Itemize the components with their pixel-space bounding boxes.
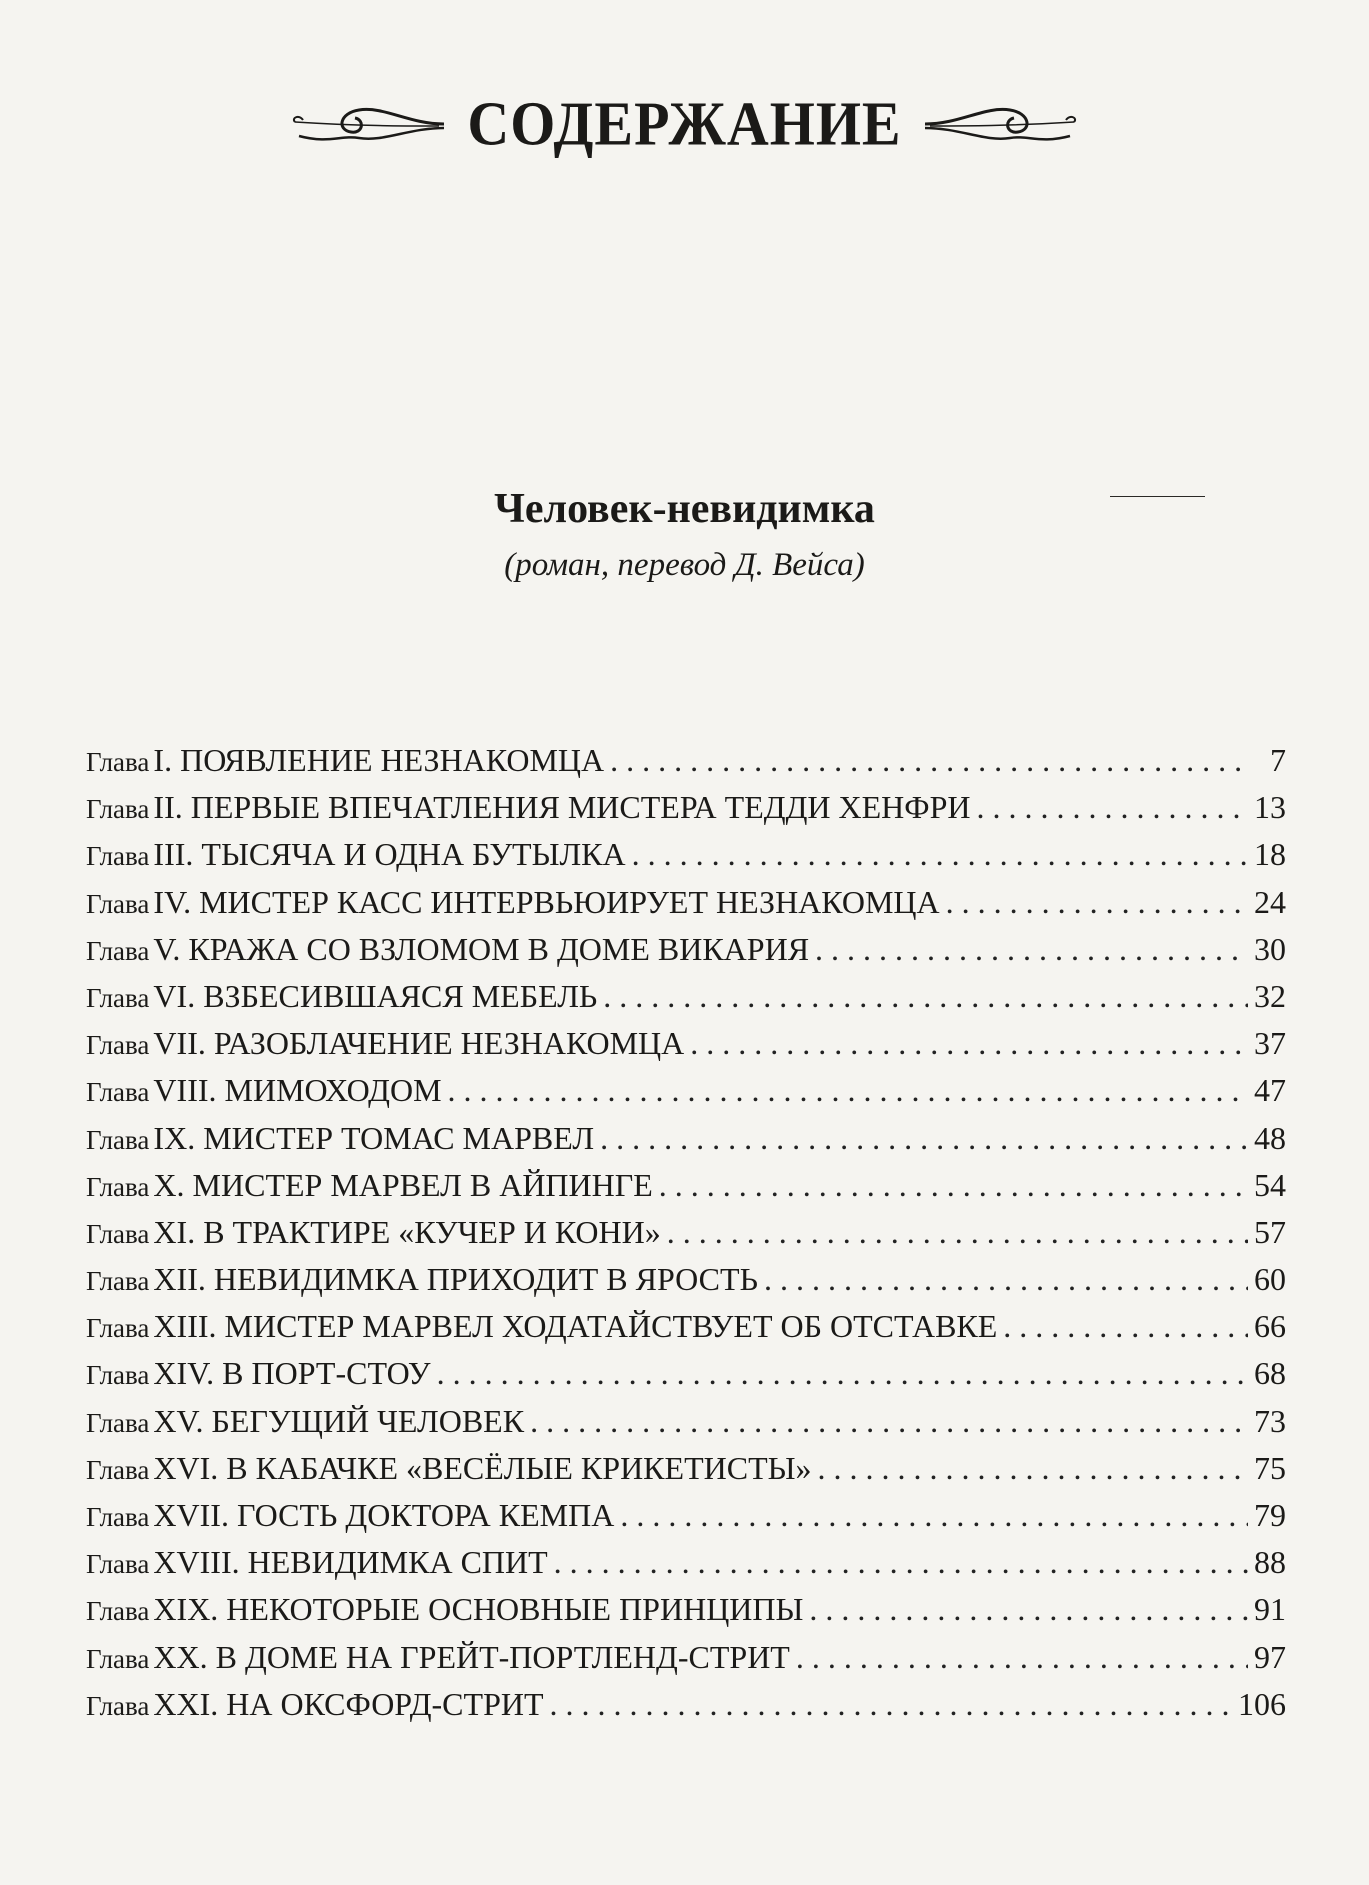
page-number: 13 [1254, 789, 1286, 826]
chapter-label: Глава [86, 1690, 150, 1721]
page-number: 73 [1254, 1402, 1286, 1439]
page-title: СОДЕРЖАНИЕ [467, 88, 902, 159]
dot-leader [667, 1209, 1248, 1256]
dot-leader [610, 737, 1250, 784]
chapter-label: Глава [86, 1313, 150, 1344]
chapter-title: XIV. В ПОРТ-СТОУ [153, 1355, 431, 1392]
chapter-title: XV. БЕГУЩИЙ ЧЕЛОВЕК [153, 1402, 525, 1439]
page-number: 57 [1254, 1213, 1286, 1250]
toc-entry [86, 1445, 1286, 1492]
dot-leader [448, 1067, 1248, 1114]
page-number: 88 [1254, 1544, 1286, 1581]
dot-leader [620, 1492, 1248, 1539]
chapter-title: XVIII. НЕВИДИМКА СПИТ [153, 1544, 548, 1581]
chapter-title: VII. РАЗОБЛАЧЕНИЕ НЕЗНАКОМЦА [153, 1025, 685, 1062]
dot-leader [815, 926, 1248, 973]
dot-leader [796, 1634, 1248, 1681]
chapter-title: I. ПОЯВЛЕНИЕ НЕЗНАКОМЦА [153, 742, 605, 778]
chapter-label: Глава [86, 1077, 150, 1108]
page-number: 66 [1254, 1308, 1286, 1345]
chapter-label: Глава [86, 1218, 150, 1249]
book-subtitle: (роман, перевод Д. Вейса) [504, 547, 865, 583]
toc-entry [86, 737, 1286, 784]
chapter-title: XII. НЕВИДИМКА ПРИХОДИТ В ЯРОСТЬ [153, 1261, 758, 1298]
toc-entry [86, 1398, 1286, 1445]
toc-entry [86, 1350, 1286, 1397]
dot-leader [600, 1115, 1248, 1162]
chapter-title: XI. В ТРАКТИРЕ «КУЧЕР И КОНИ» [153, 1213, 661, 1250]
chapter-title: X. МИСТЕР МАРВЕЛ В АЙПИНГЕ [153, 1166, 653, 1203]
right-flourish-icon [920, 96, 1080, 152]
toc-entry [86, 831, 1286, 878]
dot-leader [690, 1020, 1248, 1067]
toc-entry [86, 973, 1286, 1020]
toc-entry [86, 1681, 1286, 1728]
toc-entry [86, 1115, 1286, 1162]
chapter-label: Глава [86, 935, 150, 966]
dot-leader [976, 784, 1248, 831]
toc-entry [86, 1303, 1286, 1350]
chapter-label: Глава [86, 1266, 150, 1297]
chapter-label: Глава [86, 1360, 150, 1391]
chapter-label: Глава [86, 841, 150, 872]
dot-leader [764, 1256, 1248, 1303]
chapter-title: XVI. В КАБАЧКЕ «ВЕСЁЛЫЕ КРИКЕТИСТЫ» [153, 1449, 812, 1486]
toc-entry [86, 1067, 1286, 1114]
chapter-title: VIII. МИМОХОДОМ [153, 1072, 442, 1109]
chapter-title: VI. ВЗБЕСИВШАЯСЯ МЕБЕЛЬ [153, 977, 598, 1014]
dot-leader [603, 973, 1248, 1020]
chapter-label: Глава [86, 1643, 150, 1674]
toc-entry [86, 1162, 1286, 1209]
page-number: 68 [1254, 1355, 1286, 1392]
chapter-title: V. КРАЖА СО ВЗЛОМОМ В ДОМЕ ВИКАРИЯ [153, 930, 810, 967]
chapter-label: Глава [86, 1502, 150, 1532]
chapter-label: Глава [86, 982, 150, 1013]
chapter-title: IX. МИСТЕР ТОМАС МАРВЕЛ [153, 1119, 595, 1156]
chapter-title: XIX. НЕКОТОРЫЕ ОСНОВНЫЕ ПРИНЦИПЫ [153, 1591, 804, 1628]
page-number: 60 [1254, 1261, 1286, 1298]
toc-entry [86, 1492, 1286, 1539]
left-flourish-icon [289, 96, 449, 152]
chapter-title: II. ПЕРВЫЕ ВПЕЧАТЛЕНИЯ МИСТЕРА ТЕДДИ ХЕНФРИ [153, 789, 971, 826]
chapter-title: XX. В ДОМЕ НА ГРЕЙТ-ПОРТЛЕНД-СТРИТ [153, 1638, 790, 1675]
dot-leader [809, 1586, 1248, 1633]
toc-entry [86, 784, 1286, 831]
page-number: 48 [1254, 1119, 1286, 1156]
chapter-label: Глава [86, 1454, 150, 1485]
toc-entry [86, 1256, 1286, 1303]
chapter-title: XVII. ГОСТЬ ДОКТОРА КЕМПА [153, 1497, 615, 1533]
chapter-label: Глава [86, 1549, 150, 1580]
chapter-title: III. ТЫСЯЧА И ОДНА БУТЫЛКА [153, 836, 626, 873]
page-number: 32 [1254, 977, 1286, 1014]
chapter-label: Глава [86, 794, 150, 825]
dot-leader [632, 831, 1248, 878]
toc-entry [86, 1586, 1286, 1633]
page-number: 24 [1254, 883, 1286, 920]
chapter-label: Глава [86, 1171, 150, 1202]
page-number: 97 [1254, 1638, 1286, 1675]
page-number: 79 [1254, 1497, 1286, 1533]
dot-leader [946, 879, 1248, 926]
dot-leader [1003, 1303, 1248, 1350]
page-number: 54 [1254, 1166, 1286, 1203]
dot-leader [530, 1398, 1248, 1445]
toc-entry [86, 1209, 1286, 1256]
toc-entry [86, 1539, 1286, 1586]
page-number: 7 [1270, 742, 1286, 778]
page-number: 30 [1254, 930, 1286, 967]
page-number: 37 [1254, 1025, 1286, 1062]
dot-leader [550, 1681, 1232, 1728]
chapter-label: Глава [86, 1030, 150, 1061]
book-title: Человек-невидимка [494, 486, 875, 532]
chapter-label: Глава [86, 1596, 150, 1627]
chapter-label: Глава [86, 1124, 150, 1155]
page-number: 75 [1254, 1449, 1286, 1486]
dot-leader [554, 1539, 1248, 1586]
page-number: 106 [1238, 1685, 1286, 1722]
chapter-label: Глава [86, 747, 150, 777]
contents-header [0, 88, 1369, 159]
toc-entry [86, 879, 1286, 926]
chapter-title: XIII. МИСТЕР МАРВЕЛ ХОДАТАЙСТВУЕТ ОБ ОТСТАВКЕ [153, 1308, 998, 1345]
page-number: 18 [1254, 836, 1286, 873]
dot-leader [818, 1445, 1248, 1492]
table-of-contents [86, 737, 1286, 1728]
page-number: 91 [1254, 1591, 1286, 1628]
chapter-label: Глава [86, 1407, 150, 1438]
chapter-label: Глава [86, 888, 150, 919]
toc-entry [86, 926, 1286, 973]
dot-leader [659, 1162, 1248, 1209]
toc-entry [86, 1020, 1286, 1067]
page-number: 47 [1254, 1072, 1286, 1109]
chapter-title: IV. МИСТЕР КАСС ИНТЕРВЬЮИРУЕТ НЕЗНАКОМЦА [153, 883, 940, 920]
chapter-title: XXI. НА ОКСФОРД-СТРИТ [153, 1685, 544, 1722]
toc-entry [86, 1634, 1286, 1681]
dot-leader [437, 1350, 1248, 1397]
